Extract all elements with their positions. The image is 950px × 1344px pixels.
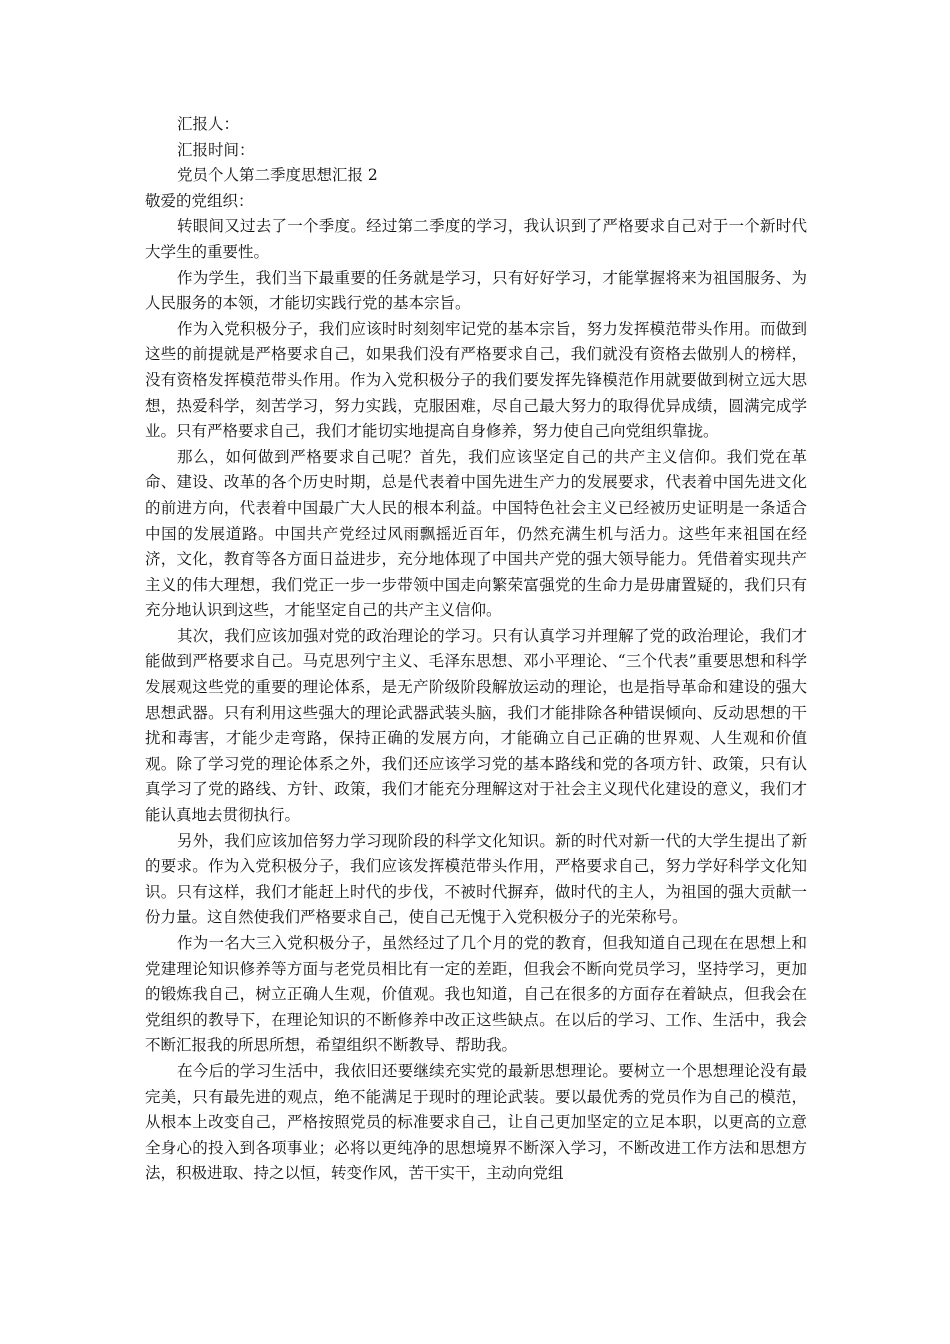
document-page [145, 112, 807, 1187]
document-title: 党员个人第二季度思想汇报 2 [177, 166, 378, 185]
reporter-label: 汇报人： [177, 115, 240, 133]
salutation: 敬爱的党组织： [145, 191, 254, 210]
paragraph: 那么，如何做到严格要求自己呢？首先，我们应该坚定自己的共产主义信仰。我们党在革命、建设、改革的各个历史时期，总是代表着中国先进生产力的发展要求，代表着中国先进文化的前进方向，代表着中国最广大人民的根本利益。中国特色社会主义已经被历史证明是一条适合中国的发展道路。中国共产党经过风雨飘摇近百年，仍然充满生机与活力。这些年来祖国在经济，文化，教育等各方面日益进步，充分地体现了中国共产党的强大领导能力。凭借着实现共产主义的伟大理想，我们党正一步一步带领中国走向繁荣富强党的生命力是毋庸置疑的，我们只有充分地认识到这些，才能坚定自己的共产主义信仰。 [145, 447, 807, 620]
paragraph: 其次，我们应该加强对党的政治理论的学习。只有认真学习并理解了党的政治理论，我们才能做到严格要求自己。马克思列宁主义、毛泽东思想、邓小平理论、“三个代表”重要思想和科学发展观这些党的重要的理论体系，是无产阶级阶段解放运动的理论，也是指导革命和建设的强大思想武器。只有利用这些强大的理论武器武装头脑，我们才能排除各种错误倾向、反动思想的干扰和毒害，才能少走弯路，保持正确的发展方向，才能确立自己正确的世界观、人生观和价值观。除了学习党的理论体系之外，我们还应该学习党的基本路线和党的各项方针、政策，只有认真学习了党的路线、方针、政策，我们才能充分理解这对于社会主义现代化建设的意义，我们才能认真地去贯彻执行。 [145, 626, 807, 825]
paragraph: 作为入党积极分子，我们应该时时刻刻牢记党的基本宗旨，努力发挥模范带头作用。而做到这些的前提就是严格要求自己，如果我们没有严格要求自己，我们就没有资格去做别人的榜样，没有资格发挥模范带头作用。作为入党积极分子的我们要发挥先锋模范作用就要做到树立远大思想，热爱科学，刻苦学习，努力实践，克服困难，尽自己最大努力的取得优异成绩，圆满完成学业。只有严格要求自己，我们才能切实地提高自身修养，努力使自己向党组织靠拢。 [145, 319, 807, 441]
report-time-label: 汇报时间： [177, 140, 255, 159]
paragraph: 在今后的学习生活中，我依旧还要继续充实党的最新思想理论。要树立一个思想理论没有最完美，只有最先进的观点，绝不能满足于现时的理论武装。要以最优秀的党员作为自己的模范，从根本上改变自己，严格按照党员的标准要求自己，让自己更加坚定的立足本职，以更高的立意全身心的投入到各项事业；必将以更纯净的思想境界不断深入学习，不断改进工作方法和思想方法，积极进取、持之以恒，转变作风，苦干实干，主动向党组 [145, 1061, 807, 1183]
paragraph: 作为学生，我们当下最重要的任务就是学习，只有好好学习，才能掌握将来为祖国服务、为人民服务的本领，才能切实践行党的基本宗旨。 [145, 268, 807, 313]
paragraph: 另外，我们应该加倍努力学习现阶段的科学文化知识。新的时代对新一代的大学生提出了新的要求。作为入党积极分子，我们应该发挥模范带头作用，严格要求自己，努力学好科学文化知识。只有这样，我们才能赶上时代的步伐，不被时代摒弃，做时代的主人，为祖国的强大贡献一份力量。这自然使我们严格要求自己，使自己无愧于入党积极分子的光荣称号。 [145, 831, 807, 927]
paragraph: 转眼间又过去了一个季度。经过第二季度的学习，我认识到了严格要求自己对于一个新时代大学生的重要性。 [145, 217, 807, 261]
paragraph: 作为一名大三入党积极分子，虽然经过了几个月的党的教育，但我知道自己现在在思想上和党建理论知识修养等方面与老党员相比有一定的差距，但我会不断向党员学习，坚持学习，更加的锻炼我自己，树立正确人生观，价值观。我也知道，自己在很多的方面存在着缺点，但我会在党组织的教导下，在理论知识的不断修养中改正这些缺点。在以后的学习、工作、生活中，我会不断汇报我的所思所想，希望组织不断教导、帮助我。 [145, 934, 807, 1055]
